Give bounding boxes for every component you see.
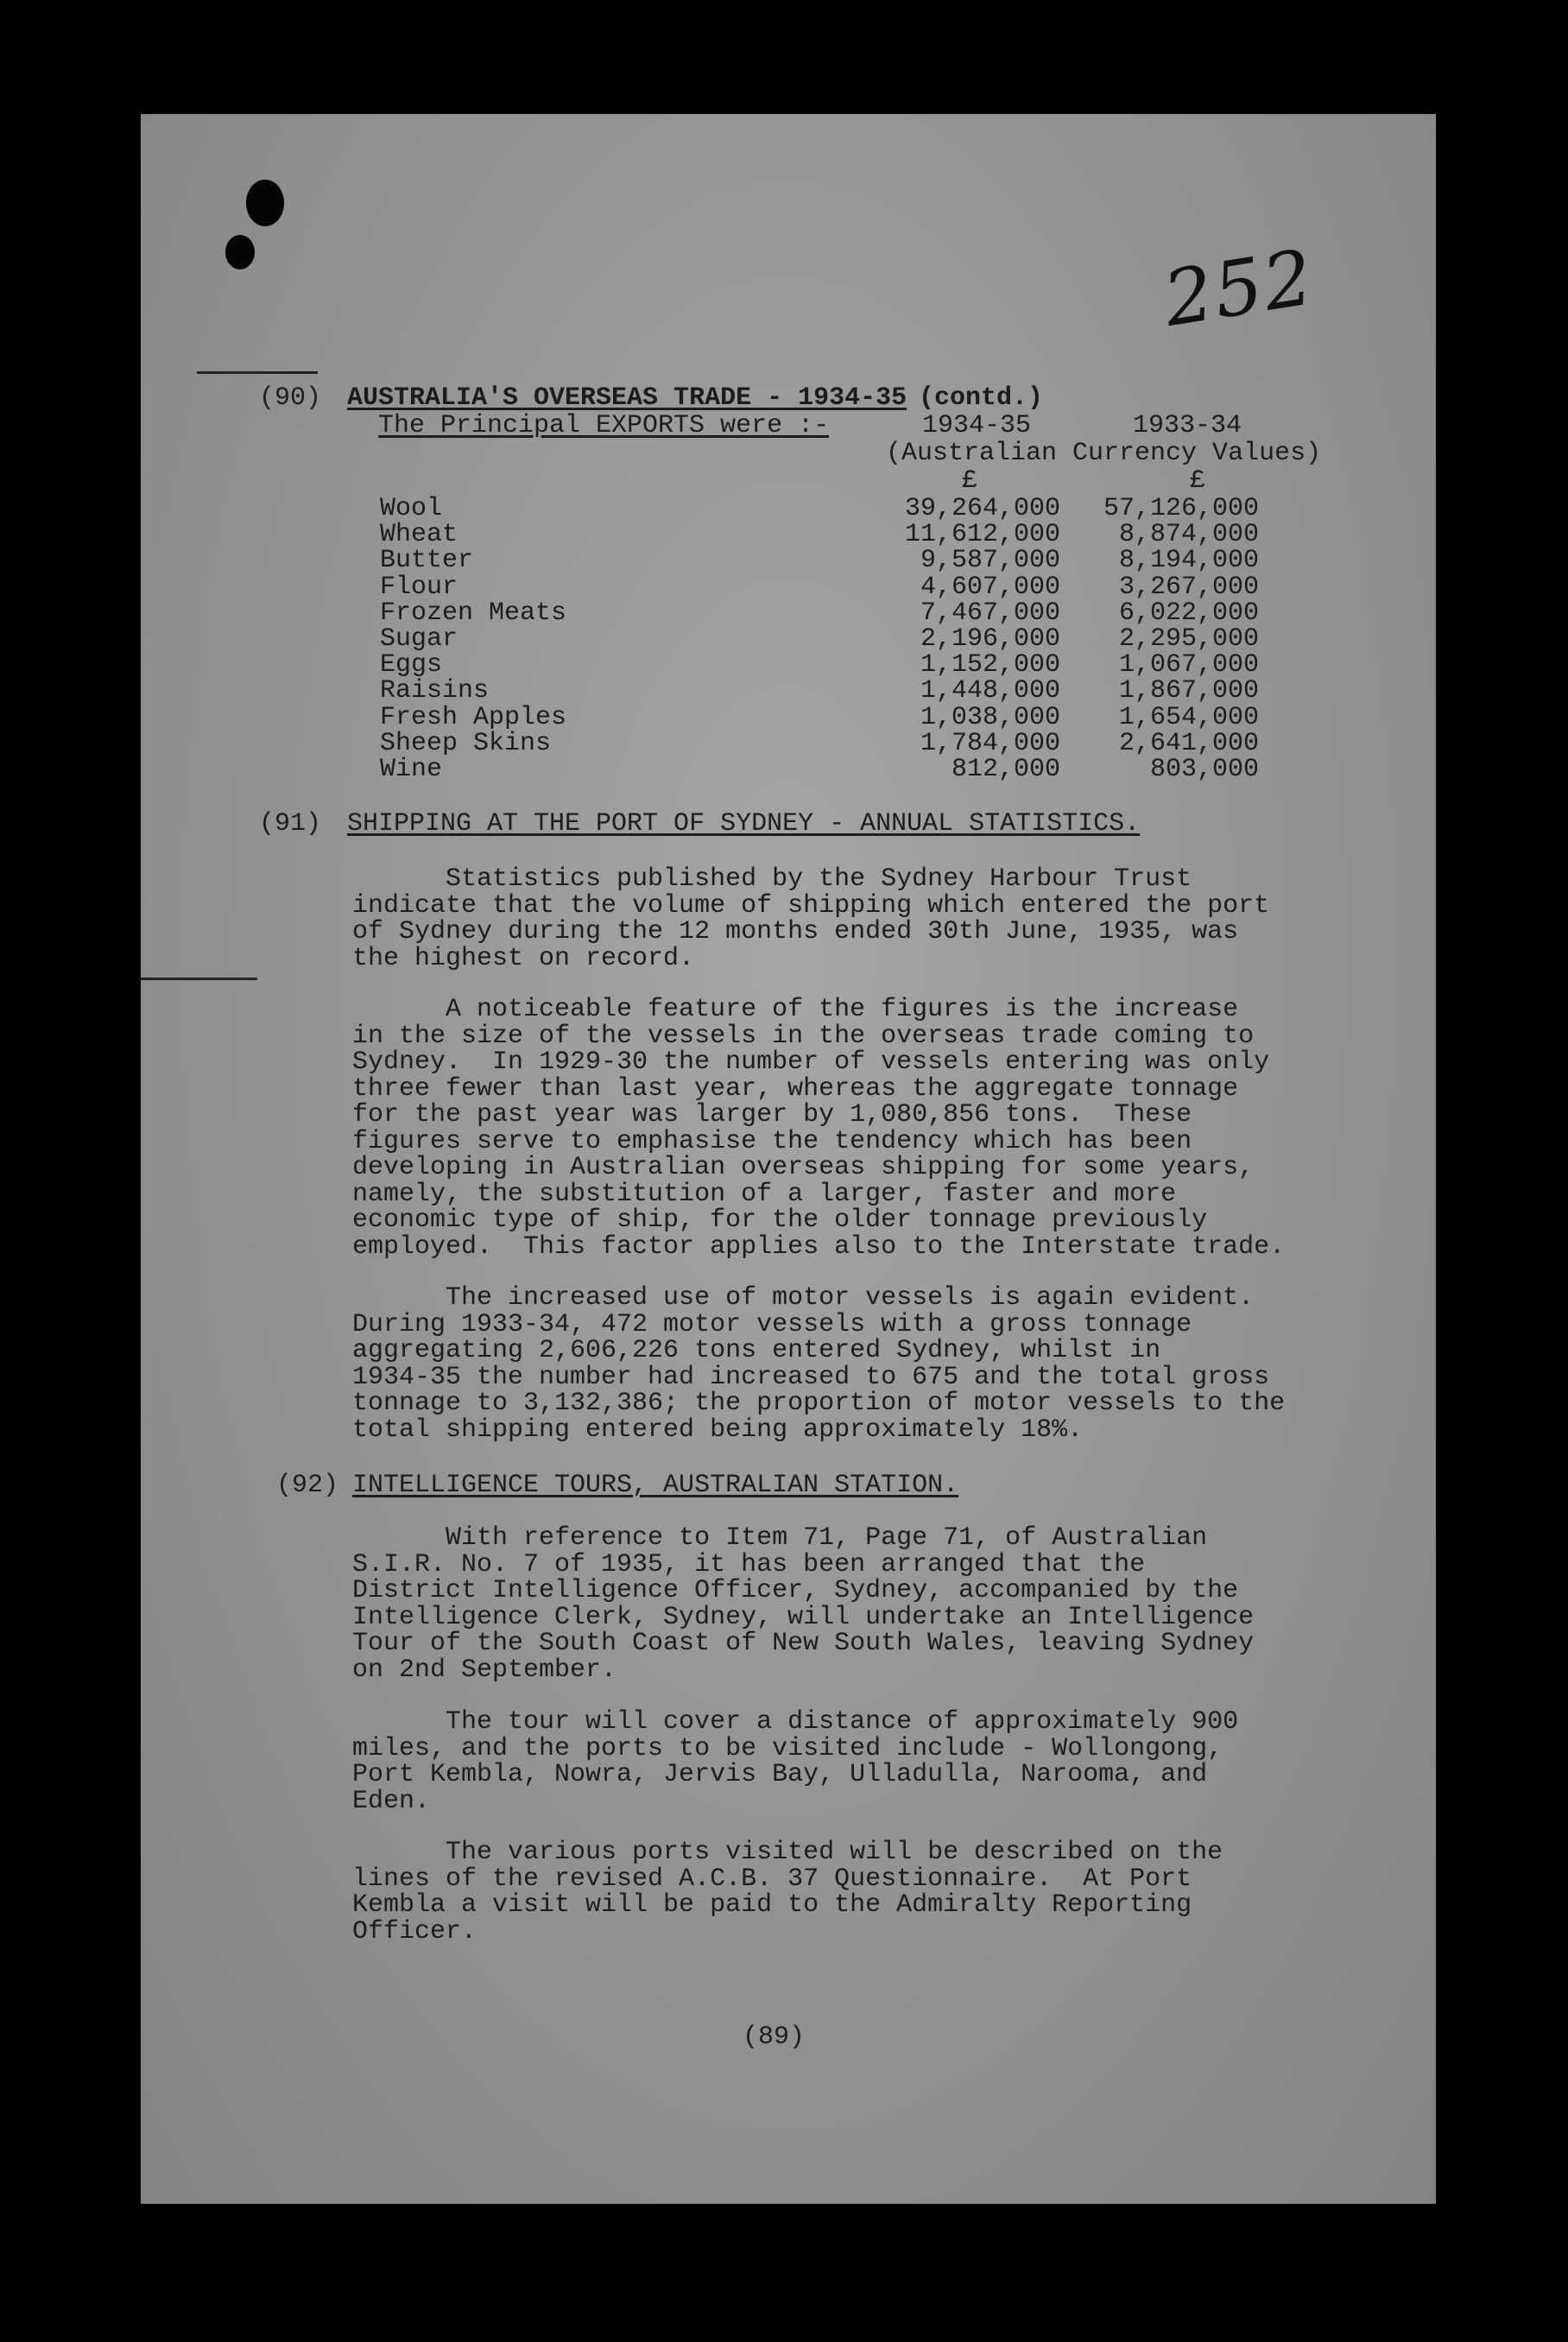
export-value-1934-35: 1,448,000 [920,676,1060,706]
export-item: Wheat [380,520,458,550]
export-value-1933-34: 8,874,000 [1118,520,1259,550]
margin-mark [141,978,257,980]
section92-paragraph: The various ports visited will be described on the lines of the revised A.C.B. 37 Questionnaire. At Port Kembla a visit will be paid to the Admiralty Reporting Officer. [352,1838,1223,1946]
export-value-1933-34: 2,641,000 [1118,728,1259,758]
section92-title: INTELLIGENCE TOURS, AUSTRALIAN STATION. [352,1471,959,1500]
col1-header: 1934-35 [922,411,1032,440]
export-value-1934-35: 39,264,000 [904,494,1060,523]
section92-number: (92) [276,1471,339,1500]
section91-paragraph: A noticeable feature of the figures is the increase in the size of the vessels in the overseas trade coming to Sydney. In 1929-30 the number of vessels entering was only three fewer than last year, whereas the aggregate tonnage for the past year was larger by 1,080,856 tons. These figures serve to emphasise the tendency which has been developing in Australian overseas shipping for some years, namely, the substitution of a larger, faster and more economic type of ship, for the older tonnage previously employed. This factor applies also to the Interstate trade. [352,995,1286,1262]
export-value-1934-35: 812,000 [951,755,1060,784]
section92-paragraph: The tour will cover a distance of approximately 900 miles, and the ports to be visited include - Wollongong, Port Kembla, Nowra, Jervis Bay, Ulladulla, Narooma, and Eden. [352,1707,1239,1816]
col2-header: 1933-34 [1133,411,1242,440]
export-item: Raisins [380,676,490,706]
section90-subtitle: The Principal EXPORTS were :- [378,411,830,440]
punch-hole [246,180,284,226]
section90-title-suffix: (contd.) [919,383,1044,413]
section90-title: AUSTRALIA'S OVERSEAS TRADE - 1934-35 [347,383,907,413]
export-value-1933-34: 1,867,000 [1118,676,1259,706]
col2-unit: £ [1190,466,1206,496]
export-value-1933-34: 57,126,000 [1103,494,1259,523]
export-value-1934-35: 7,467,000 [920,598,1060,628]
section91-title: SHIPPING AT THE PORT OF SYDNEY - ANNUAL STATISTICS. [347,809,1141,839]
export-value-1933-34: 1,654,000 [1118,702,1259,732]
section91-paragraph: The increased use of motor vessels is again evident. During 1933-34, 472 motor vessels with a gross tonnage aggregating 2,606,226 tons entered Sydney, whilst in 1934-35 the number had increased to 675 and the total gross tonnage to 3,132,386; the proportion of motor vessels to the total shipping entered being approximately 18%. [352,1283,1286,1445]
export-value-1934-35: 1,038,000 [920,702,1060,732]
export-value-1933-34: 8,194,000 [1118,546,1259,576]
section91-number: (91) [259,809,322,839]
export-value-1934-35: 1,784,000 [920,728,1060,758]
export-item: Flour [380,572,458,602]
export-value-1934-35: 11,612,000 [904,520,1060,550]
export-item: Wool [380,494,443,523]
export-value-1933-34: 3,267,000 [1118,572,1259,602]
export-item: Fresh Apples [380,702,567,732]
margin-mark [197,371,318,374]
currency-label: (Australian Currency Values) [886,439,1322,468]
section91-paragraph: Statistics published by the Sydney Harbour Trust indicate that the volume of shipping which entered the port of Sydney during the 12 months ended 30th June, 1935, was the highest on record. [352,864,1270,973]
handwritten-page-number: 252 [1158,232,1320,344]
export-value-1934-35: 4,607,000 [920,572,1060,602]
export-item: Sheep Skins [380,728,552,758]
section92-paragraph: With reference to Item 71, Page 71, of Australian S.I.R. No. 7 of 1935, it has been arranged that the District Intelligence Officer, Sydney, accompanied by the Intelligence Clerk, Sydney, will undertake an Intelligence Tour of the South Coast of New South Wales, leaving Sydney on 2nd September. [352,1523,1255,1685]
export-value-1933-34: 1,067,000 [1118,650,1259,680]
export-value-1933-34: 803,000 [1149,755,1259,784]
export-item: Butter [380,546,474,576]
export-item: Sugar [380,624,458,654]
export-value-1933-34: 2,295,000 [1118,624,1259,654]
section90-number: (90) [259,383,322,413]
export-value-1934-35: 9,587,000 [920,546,1060,576]
export-item: Eggs [380,650,443,680]
punch-hole [225,235,255,269]
export-value-1933-34: 6,022,000 [1118,598,1259,628]
export-value-1934-35: 1,152,000 [920,650,1060,680]
col1-unit: £ [962,466,978,496]
page-footer-number: (89) [743,2022,806,2052]
export-item: Frozen Meats [380,598,567,628]
export-item: Wine [380,755,443,784]
export-value-1934-35: 2,196,000 [920,624,1060,654]
